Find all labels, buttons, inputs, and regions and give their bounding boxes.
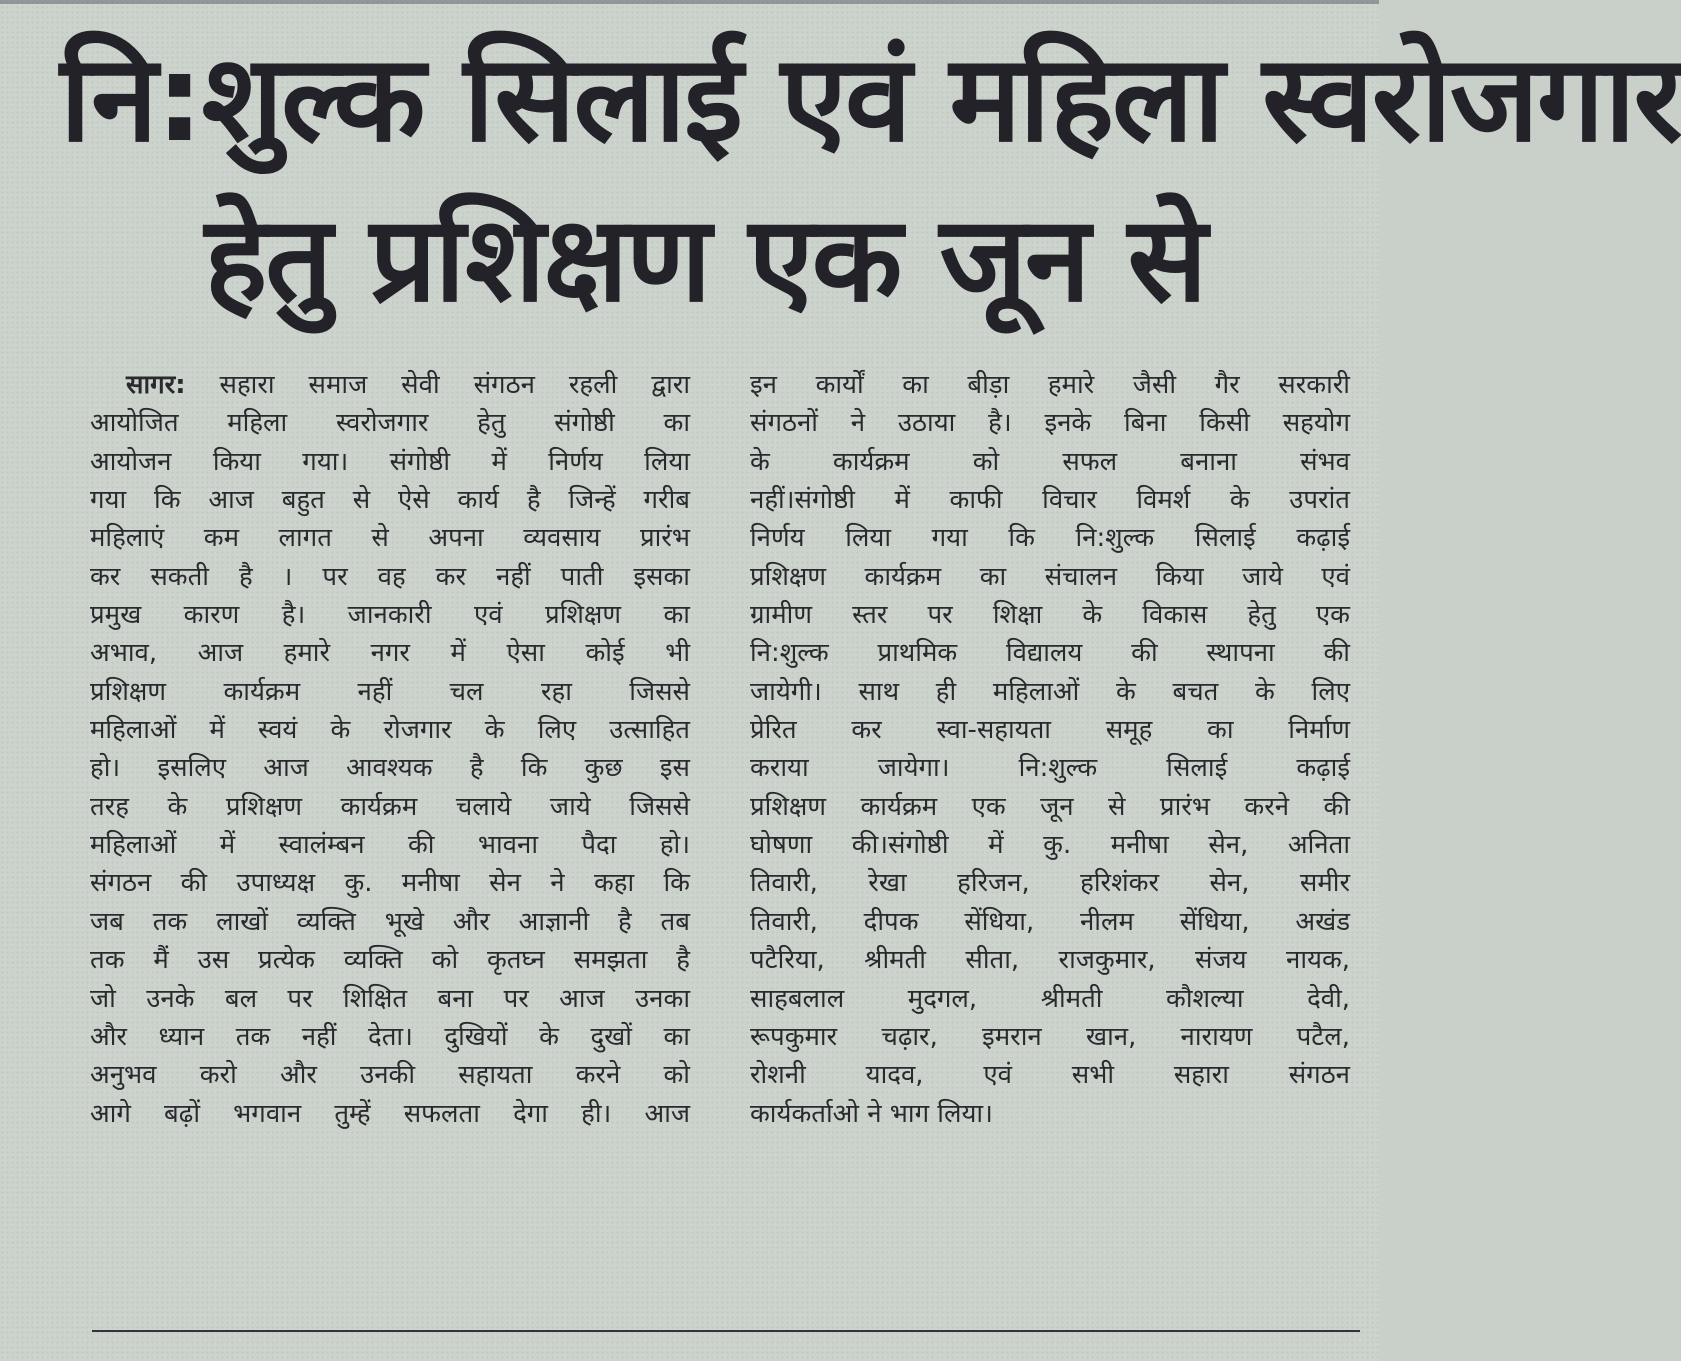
article-line: महिलाओं में स्वालंम्बन की भावना पैदा हो।: [90, 830, 690, 861]
bottom-rule: [92, 1330, 1360, 1332]
article-line: कर सकती है । पर वह कर नहीं पाती इसका: [90, 561, 690, 592]
article-line: निर्णय लिया गया कि नि:शुल्क सिलाई कढ़ाई: [750, 523, 1350, 554]
article-line: तरह के प्रशिक्षण कार्यक्रम चलाये जाये जिससे: [90, 791, 690, 822]
article-line: जो उनके बल पर शिक्षित बना पर आज उनका: [90, 983, 690, 1014]
article-line: कार्यकर्ताओ ने भाग लिया।: [750, 1098, 993, 1129]
article-line: प्रशिक्षण कार्यक्रम का संचालन किया जाये एवं: [750, 561, 1350, 592]
dateline: सागर:: [126, 370, 186, 400]
headline-line-2: हेतु प्रशिक्षण एक जून से: [204, 190, 1206, 328]
article-line: ग्रामीण स्तर पर शिक्षा के विकास हेतु एक: [750, 600, 1350, 631]
article-line: आयोजन किया गया। संगोष्ठी में निर्णय लिया: [90, 446, 690, 477]
article-line: प्रेरित कर स्वा-सहायता समूह का निर्माण: [750, 715, 1350, 746]
article-line: प्रशिक्षण कार्यक्रम एक जून से प्रारंभ करने की: [750, 791, 1350, 822]
article-line: रूपकुमार चढ़ार, इमरान खान, नारायण पटैल,: [750, 1021, 1350, 1052]
article-line: जब तक लाखों व्यक्ति भूखे और आज्ञानी है तब: [90, 906, 690, 937]
article-line: पटैरिया, श्रीमती सीता, राजकुमार, संजय नायक,: [750, 945, 1350, 976]
article-line: नि:शुल्क प्राथमिक विद्यालय की स्थापना की: [750, 638, 1350, 669]
article-line: साहबलाल मुदगल, श्रीमती कौशल्या देवी,: [750, 983, 1350, 1014]
article-line: संगठनों ने उठाया है। इनके बिना किसी सहयोग: [750, 408, 1350, 439]
article-line: तक मैं उस प्रत्येक व्यक्ति को कृतघ्न समझता है: [90, 945, 690, 976]
article-line: के कार्यक्रम को सफल बनाना संभव: [750, 446, 1350, 477]
article-line: आयोजित महिला स्वरोजगार हेतु संगोष्ठी का: [90, 408, 690, 439]
article-line: तिवारी, रेखा हरिजन, हरिशंकर सेन, समीर: [750, 868, 1350, 899]
article-line: और ध्यान तक नहीं देता। दुखियों के दुखों का: [90, 1021, 690, 1052]
article-line: गया कि आज बहुत से ऐसे कार्य है जिन्हें गरीब: [90, 485, 690, 516]
article-line: प्रशिक्षण कार्यक्रम नहीं चल रहा जिससे: [90, 676, 690, 707]
article-line-text: सहारा समाज सेवी संगठन रहली द्वारा: [219, 370, 691, 400]
article-left-column: [90, 366, 690, 1133]
article-right-column: [750, 366, 1350, 1133]
article-line: कराया जायेगा। नि:शुल्क सिलाई कढ़ाई: [750, 753, 1350, 784]
article-line: अनुभव करो और उनकी सहायता करने को: [90, 1060, 690, 1091]
article-line: हो। इसलिए आज आवश्यक है कि कुछ इस: [90, 753, 690, 784]
top-rule: [0, 0, 1379, 4]
article-line: महिलाएं कम लागत से अपना व्यवसाय प्रारंभ: [90, 523, 690, 554]
article-line: घोषणा की।संगोष्ठी में कु. मनीषा सेन, अनिता: [750, 830, 1350, 861]
article-line: नहीं।संगोष्ठी में काफी विचार विमर्श के उपरांत: [750, 485, 1350, 516]
article-line: प्रमुख कारण है। जानकारी एवं प्रशिक्षण का: [90, 600, 690, 631]
article-line: महिलाओं में स्वयं के रोजगार के लिए उत्साहित: [90, 715, 690, 746]
article-line: इन कार्यों का बीड़ा हमारे जैसी गैर सरकारी: [750, 370, 1350, 400]
article-line: अभाव, आज हमारे नगर में ऐसा कोई भी: [90, 638, 690, 669]
headline-line-1: नि:शुल्क सिलाई एवं महिला स्वरोजगार: [60, 30, 1681, 169]
article-line: [90, 366, 690, 404]
article-line: संगठन की उपाध्यक्ष कु. मनीषा सेन ने कहा कि: [90, 868, 690, 899]
article-line: आगे बढ़ों भगवान तुम्हें सफलता देगा ही। आज: [90, 1098, 690, 1129]
article-line: रोशनी यादव, एवं सभी सहारा संगठन: [750, 1060, 1350, 1091]
article-line: तिवारी, दीपक सेंधिया, नीलम सेंधिया, अखंड: [750, 906, 1350, 937]
article-line: जायेगी। साथ ही महिलाओं के बचत के लिए: [750, 676, 1350, 707]
